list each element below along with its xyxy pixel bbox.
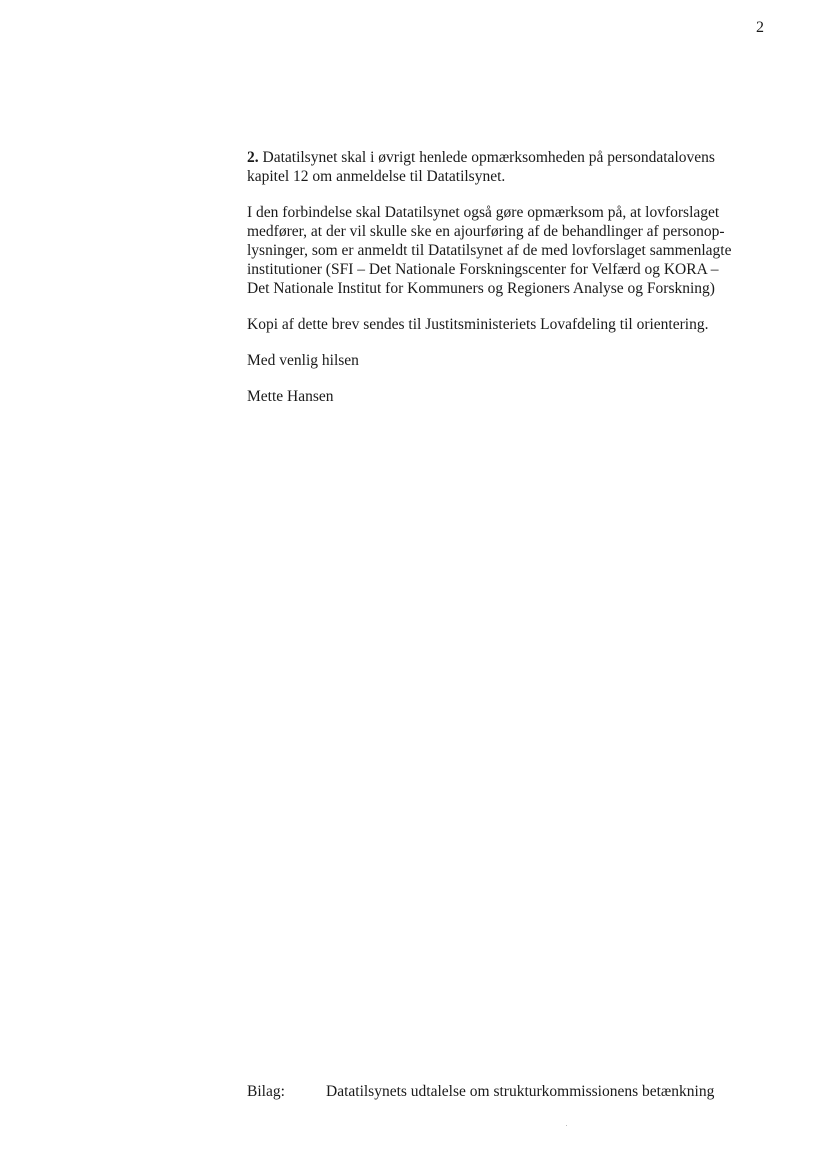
paragraph-number: 2. [247,149,259,166]
paragraph-line-text: Datatilsynet skal i øvrigt henlede opmærksomheden på persondatalovens [262,149,715,166]
paragraph-line: lysninger, som er anmeldt til Datatilsynet af de med lovforslaget sammenlagte [247,242,732,259]
paragraph-line: medfører, at der vil skulle ske en ajourføring af de behandlinger af personop- [247,223,725,240]
paragraph-kopi [247,315,777,334]
paragraph-anmeldelse [247,148,777,186]
attachment-line [247,1082,787,1101]
signature-name: Mette Hansen [247,388,334,405]
letter-body [247,148,777,406]
paragraph-line: kapitel 12 om anmeldelse til Datatilsynet. [247,168,506,185]
paragraph-line [247,148,777,167]
scan-speck [566,1125,567,1126]
attachment-label: Bilag: [247,1083,285,1100]
attachment-text: Datatilsynets udtalelse om strukturkommissionens betænkning [326,1083,715,1100]
paragraph-line: I den forbindelse skal Datatilsynet også gøre opmærksom på, at lovforslaget [247,204,720,221]
paragraph-line: Kopi af dette brev sendes til Justitsministeriets Lovafdeling til orientering. [247,316,709,333]
page-number: 2 [756,19,764,36]
closing-greeting: Med venlig hilsen [247,352,359,369]
paragraph-line: Det Nationale Institut for Kommuners og Regioners Analyse og Forskning) [247,280,715,297]
paragraph-line: institutioner (SFI – Det Nationale Forskningscenter for Velfærd og KORA – [247,261,719,278]
paragraph-ajourfoering [247,203,777,298]
